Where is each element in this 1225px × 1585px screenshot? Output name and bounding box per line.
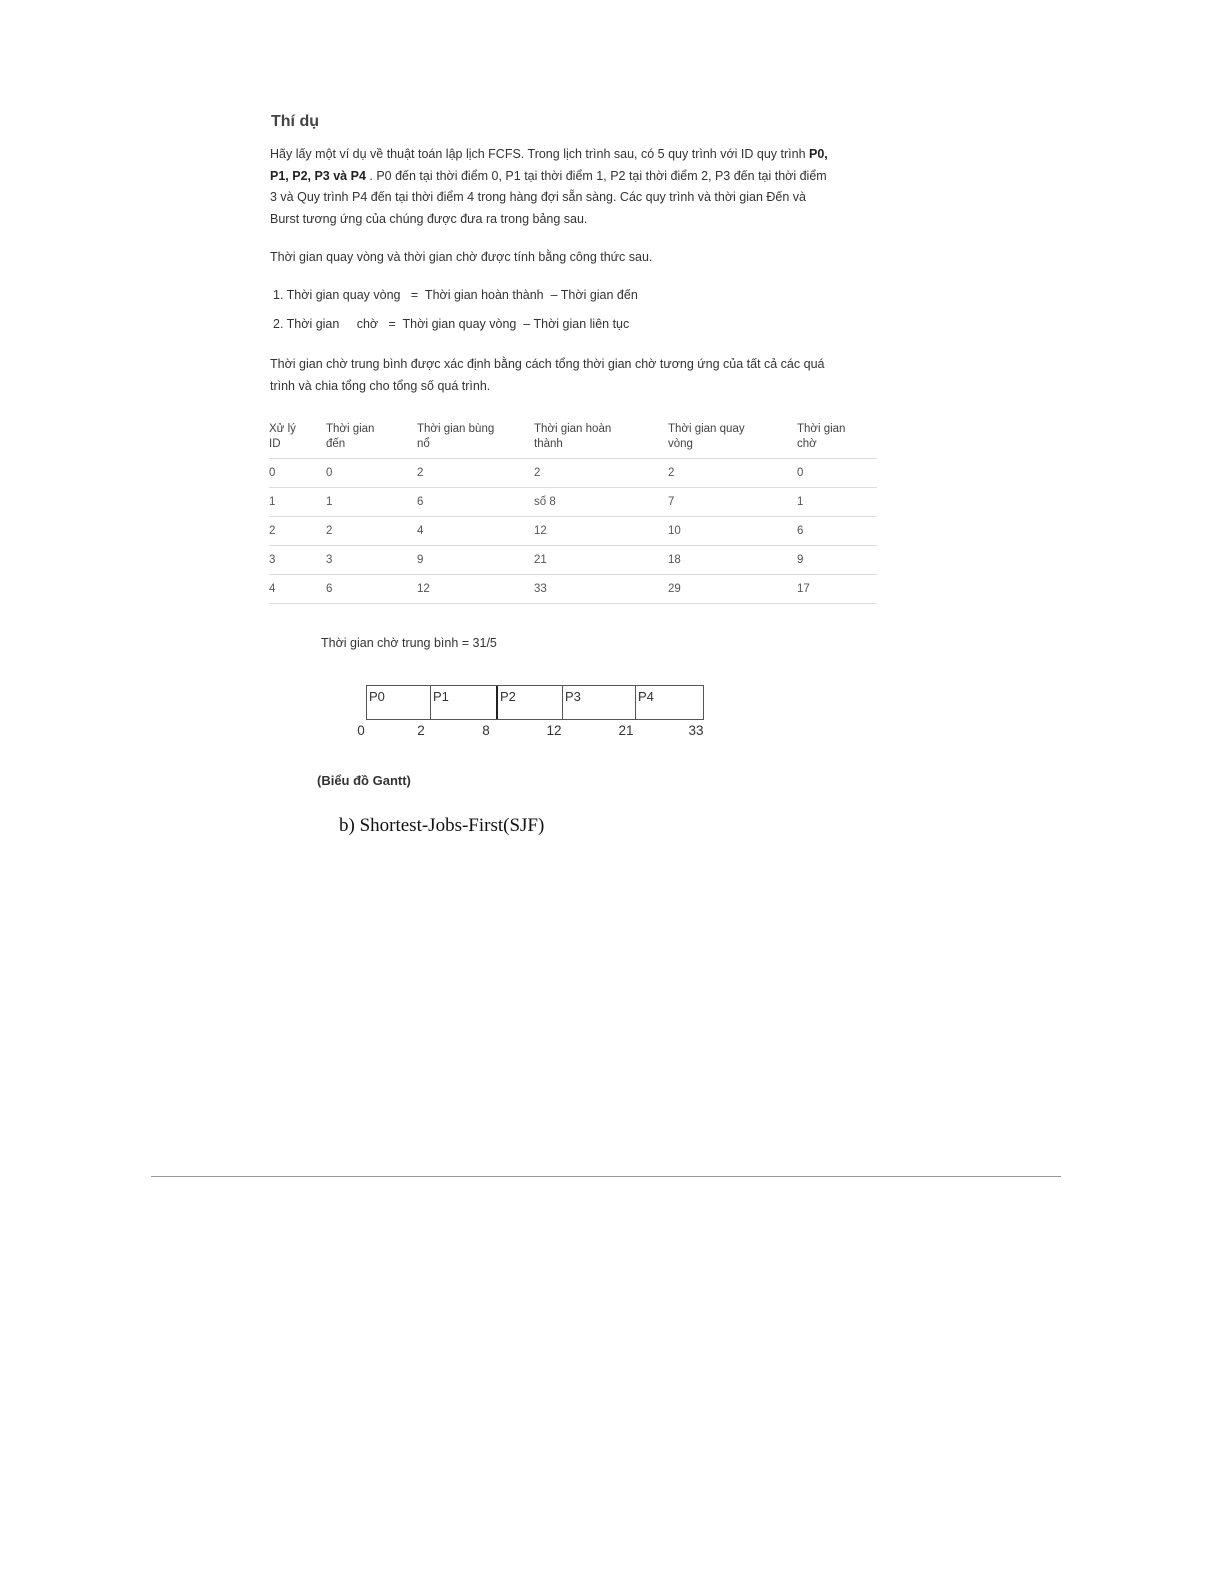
header-waiting-time: Thời gian chờ [797,420,877,459]
table-cell: 2 [668,459,797,488]
table-cell: 33 [534,575,668,604]
table-row [269,488,877,517]
gantt-caption: (Biểu đồ Gantt) [317,773,411,788]
section-heading: Thí dụ [271,113,319,130]
average-intro-line-1: Thời gian chờ trung bình được xác định bằng cách tổng thời gian chờ tương ứng của tất cả các quá [270,357,825,371]
table-cell: 2 [269,517,326,546]
table-cell: 0 [797,459,877,488]
page-divider [151,1176,1061,1177]
table-cell: 29 [668,575,797,604]
table-row [269,517,877,546]
intro-line-1: Hãy lấy một ví dụ về thuật toán lập lịch FCFS. Trong lịch trình sau, có 5 quy trình với ID quy trình P0, [270,147,828,161]
table-cell: 3 [326,546,417,575]
gantt-block-p1: P1 [430,686,497,719]
table-row [269,546,877,575]
table-cell: 1 [797,488,877,517]
table-cell: 6 [417,488,534,517]
table-cell: 1 [269,488,326,517]
gantt-tick-label: 0 [357,723,365,738]
header-turnaround-time: Thời gian quay vòng [668,420,797,459]
table-cell: 10 [668,517,797,546]
table-row [269,575,877,604]
gantt-block-p2: P2 [496,686,562,719]
table-cell: 9 [797,546,877,575]
gantt-block-p0: P0 [369,689,385,704]
intro-line-3: 3 và Quy trình P4 đến tại thời điểm 4 trong hàng đợi sẵn sàng. Các quy trình và thời gian Đến và [270,190,807,204]
table-cell: 2 [417,459,534,488]
gantt-tick-label: 8 [482,723,490,738]
gantt-tick-label: 33 [688,723,704,738]
table-cell: 2 [534,459,668,488]
header-process-id: Xử lý ID [269,420,326,459]
table-cell: 21 [534,546,668,575]
gantt-tick-label: 21 [618,723,634,738]
table-cell: 9 [417,546,534,575]
table-cell: 7 [668,488,797,517]
header-arrival-time: Thời gian đến [326,420,417,459]
table-cell: 6 [326,575,417,604]
average-intro-line-2: trình và chia tổng cho tổng số quá trình. [270,378,491,393]
table-header-row [269,420,877,459]
section-title: b) Shortest-Jobs-First(SJF) [339,815,545,836]
table-cell: 3 [269,546,326,575]
intro-line-2: P1, P2, P3 và P4 . P0 đến tại thời điểm 0, P1 tại thời điểm 1, P2 tại thời điểm 2, P3 đến tại thời điểm [270,168,827,183]
table-cell: 0 [269,459,326,488]
table-cell: 4 [269,575,326,604]
average-waiting-time: Thời gian chờ trung bình = 31/5 [321,636,497,650]
table-cell: 18 [668,546,797,575]
formula-intro: Thời gian quay vòng và thời gian chờ được tính bằng công thức sau. [270,250,653,264]
gantt-chart [366,685,704,720]
table-cell: 12 [417,575,534,604]
header-burst-time: Thời gian bùng nổ [417,420,534,459]
gantt-block-p3: P3 [562,686,635,719]
intro-line-4: Burst tương ứng của chúng được đưa ra trong bảng sau. [270,211,588,226]
gantt-block-p4: P4 [635,686,704,719]
table-cell: 12 [534,517,668,546]
average-intro-paragraph [270,354,824,397]
header-completion-time: Thời gian hoàn thành [534,420,668,459]
table-cell: 4 [417,517,534,546]
table-cell: số 8 [534,488,668,517]
table-cell: 6 [797,517,877,546]
table-cell: 0 [326,459,417,488]
table-row [269,459,877,488]
table-cell: 17 [797,575,877,604]
gantt-tick-label: 2 [417,723,425,738]
process-table [269,420,877,604]
table-cell: 2 [326,517,417,546]
intro-paragraph [270,144,828,230]
gantt-tick-label: 12 [546,723,562,738]
formula-turnaround: 1. Thời gian quay vòng = Thời gian hoàn thành – Thời gian đến [273,288,638,302]
formula-waiting: 2. Thời gian chờ = Thời gian quay vòng – Thời gian liên tục [273,317,630,331]
table-cell: 1 [326,488,417,517]
